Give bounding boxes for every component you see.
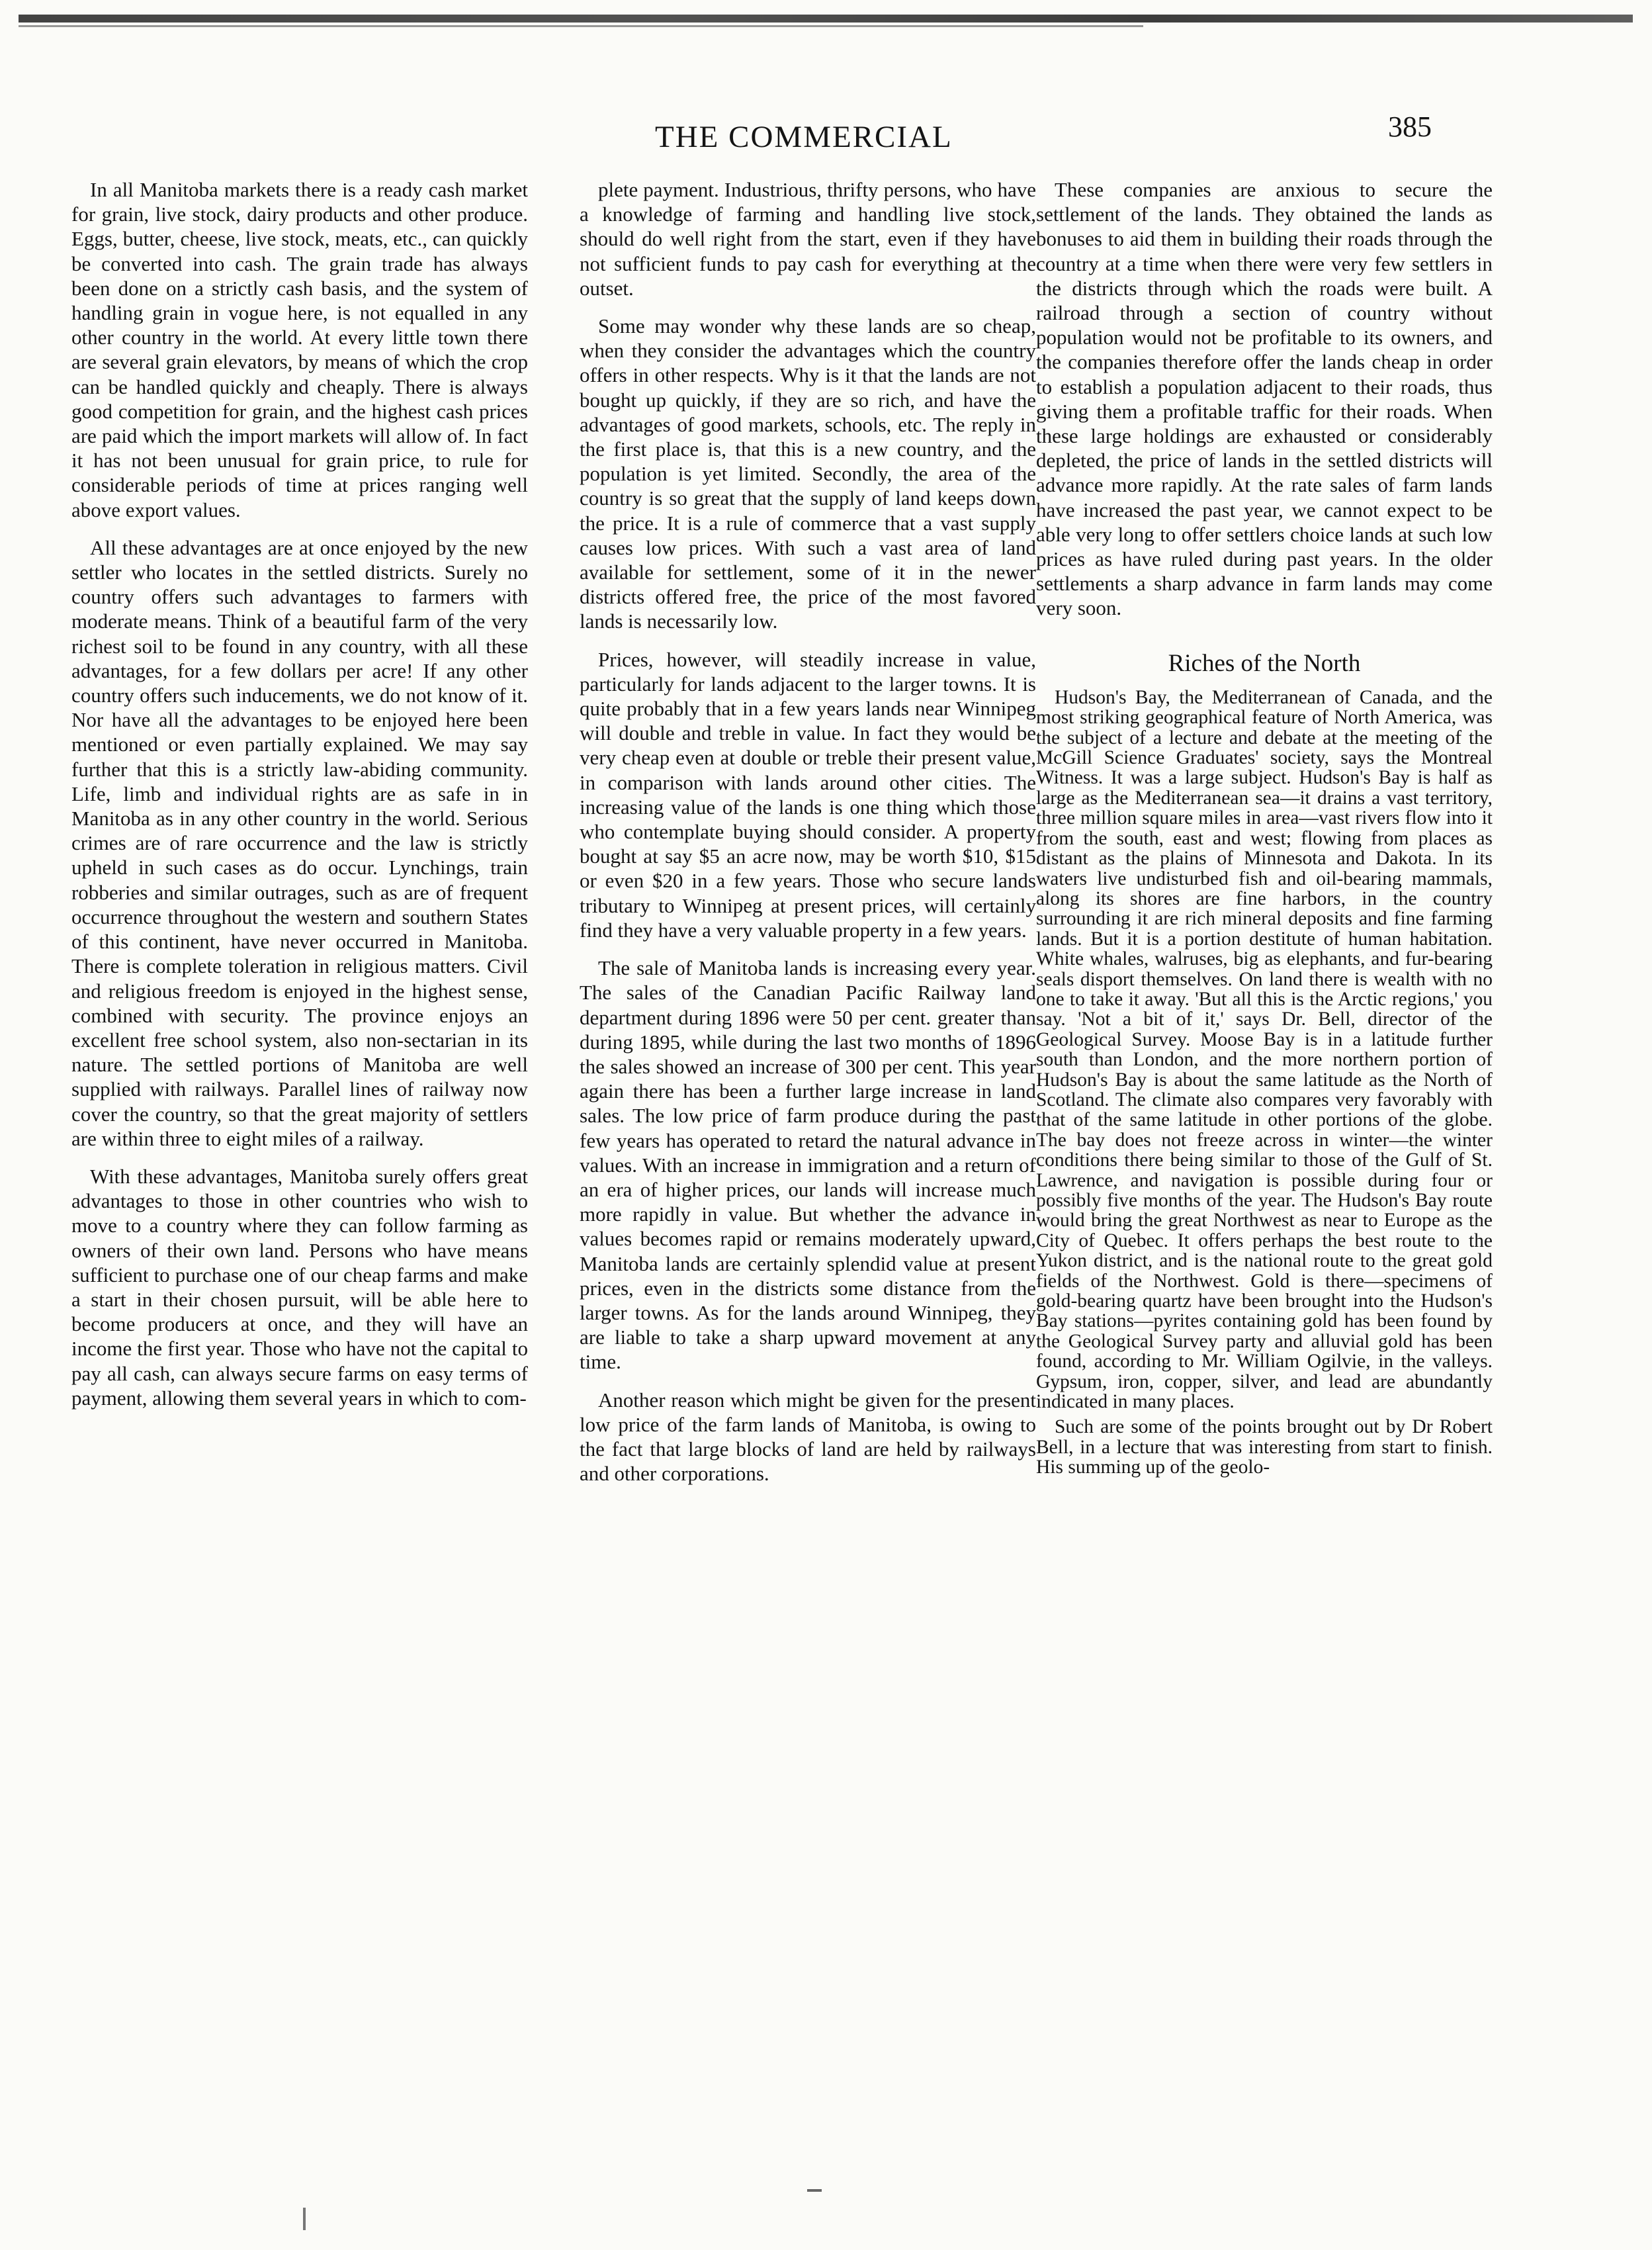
page-number: 385 [1388,111,1432,143]
paragraph: With these advantages, Manitoba surely offers great advantages to those in other countries who wish to move to a country where they can follow farming as owners of their own land. Persons who have means sufficient to purchase one of our cheap farms and make a start in their chosen pursuit, will be able here to become producers at once, and they will have an income the first year. Those who have not the capital to pay all cash, can always secure farms on easy terms of payment, allowing them several years in which to com- [71,1164,528,1410]
paragraph: Some may wonder why these lands are so cheap, when they consider the advantages which the country offers in other respects. Why is it that the lands are not bought up quickly, if they are so rich, and have the advantages of good markets, schools, etc. The reply in the first place is, that this is a new country, and the population is yet limited. Secondly, the area of the country is so great that the supply of land keeps down the price. It is a rule of commerce that a vast supply causes low prices. With such a vast area of land available for settlement, some of it in the newer districts offered free, the price of the most favored lands is necessarily low. [580,314,1036,633]
paragraph: In all Manitoba markets there is a ready cash market for grain, live stock, dairy products and other produce. Eggs, butter, cheese, live stock, meats, etc., can quickly be converted into cash. The grain trade has always been done on a strictly cash basis, and the system of handling grain in vogue here, is not equalled in any other country in the world. At every little town there are several grain elevators, by means of which the crop can be handled quickly and cheaply. There is always good competition for grain, and the highest cash prices are paid which the import markets will allow of. In fact it has not been unusual for grain price, to rule for considerable periods of time at prices ranging well above export values. [71,178,528,521]
paragraph: The sale of Manitoba lands is increasing every year. The sales of the Canadian Pacific Railway land department during 1896 were 50 per cent. greater than during 1895, while during the last two months of 1896 the sales showed an increase of 300 per cent. This year again there has been a further large increase in land sales. The low price of farm produce during the past few years has operated to retard the natural advance in values. With an increase in immigration and a return of an era of higher prices, our lands will increase much more rapidly in value. But whether the advance in values becomes rapid or remains moderately upward, Manitoba lands are certainly splendid value at present prices, even in the districts some distance from the larger towns. As for the lands around Winnipeg, they are liable to take a sharp upward movement at any time. [580,956,1036,1374]
top-rule-secondary [19,25,1143,27]
page-title: THE COMMERCIAL [655,120,953,154]
paragraph: These companies are anxious to secure the settlement of the lands. They obtained the lands as bonuses to aid them in building their roads through the country at a time when there were very few settlers in the districts through which the roads were built. A railroad through a section of country without population would not be profitable to its owners, and the companies therefore offer the lands cheap in order to establish a population adjacent to their roads, thus giving them a profitable traffic for their roads. When these large holdings are exhausted or considerably depleted, the price of lands in the settled districts will advance more rapidly. At the rate sales of farm lands have increased the past year, we cannot expect to be able very long to offer settlers choice lands at such low prices as have ruled during past years. In the older settlements a sharp advance in farm lands may come very soon. [1036,178,1493,620]
top-rule [19,15,1633,22]
column-3 [1036,177,1493,1483]
column-1 [71,177,528,1423]
bottom-mark [303,2208,306,2230]
section-heading: Riches of the North [1168,649,1361,677]
paragraph: Such are some of the points brought out by Dr Robert Bell, in a lecture that was interesting from start to finish. His summing up of the geolo- [1036,1416,1493,1478]
paragraph: plete payment. Industrious, thrifty persons, who have a knowledge of farming and handling live stock, should do well right from the start, even if they have not sufficient funds to pay cash for everything at the outset. [580,178,1036,300]
paragraph: All these advantages are at once enjoyed by the new settler who locates in the settled districts. Surely no country offers such advantages to farmers with moderate means. Think of a beautiful farm of the very richest soil to be found in any country, with all these advantages, for a few dollars per acre! If any other country offers such inducements, we do not know of it. Nor have all the advantages to be enjoyed here been mentioned or even partially explained. We may say further that this is a strictly law-abiding community. Life, limb and individual rights are as safe in in Manitoba as in any other country in the world. Serious crimes are of rare occurrence and the law is strictly upheld in such cases as do occur. Lynchings, train robberies and similar outrages, such as are of frequent occurrence throughout the western and southern States of this continent, have never occurred in Manitoba. There is complete toleration in religious matters. Civil and religious freedom is enjoyed in the highest sense, combined with security. The province enjoys an excellent free school system, also non-sectarian in its nature. The settled portions of Manitoba are well supplied with railways. Parallel lines of railway now cover the country, so that the great majority of settlers are within three to eight miles of a railway. [71,535,528,1150]
paragraph: Another reason which might be given for the present low price of the farm lands of Manitoba, is owing to the fact that large blocks of land are held by railways and other corporations. [580,1388,1036,1486]
bottom-mark [807,2189,822,2192]
column-2 [580,177,1036,1499]
paragraph: Hudson's Bay, the Mediterranean of Canada, and the most striking geographical feature of North America, was the subject of a lecture and debate at the meeting of the McGill Science Graduates' society, says the Montreal Witness. It was a large subject. Hudson's Bay is half as large as the Mediterranean sea—it drains a vast territory, three million square miles in area—vast rivers flow into it from the south, east and west; flowing from places as distant as the plains of Minnesota and Dakota. In its waters live undisturbed fish and oil-bearing mammals, along its shores are fine harbors, in the country surrounding it are rich mineral deposits and fine farming lands. But it is a portion destitute of human habitation. White whales, walruses, big as elephants, and fur-bearing seals disport themselves. On land there is wealth with no one to take it away. 'But all this is the Arctic regions,' you say. 'Not a bit of it,' says Dr. Bell, director of the Geological Survey. Moose Bay is in a latitude further south than London, and the more northern portion of Hudson's Bay is about the same latitude as the North of Scotland. The climate also compares very favorably with that of the same latitude in other portions of the globe. The bay does not freeze across in winter—the winter conditions there being similar to those of the Gulf of St. Lawrence, and navigation is possible during four or possibly five months of the year. The Hudson's Bay route would bring the great Northwest as near to Europe as the City of Quebec. It offers perhaps the best route to the Yukon district, and is the national route to the great gold fields of the Northwest. Gold is there—specimens of gold-bearing quartz have been brought into the Hudson's Bay stations—pyrites containing gold has been found by the Geological Survey party and alluvial gold has been found, according to Mr. William Ogilvie, in the valleys. Gypsum, iron, copper, silver, and lead are abundantly indicated in many places. [1036,686,1493,1413]
paragraph: Prices, however, will steadily increase in value, particularly for lands adjacent to the larger towns. It is quite probably that in a few years lands near Winnipeg will double and treble in value. In fact they would be very cheap even at double or treble their present value, in comparison with lands around other cities. The increasing value of the lands is one thing which those who contemplate buying should consider. A property bought at say $5 an acre now, may be worth $10, $15 or even $20 in a few years. Those who secure lands tributary to Winnipeg at present prices, will certainly find they have a very valuable property in a few years. [580,647,1036,942]
